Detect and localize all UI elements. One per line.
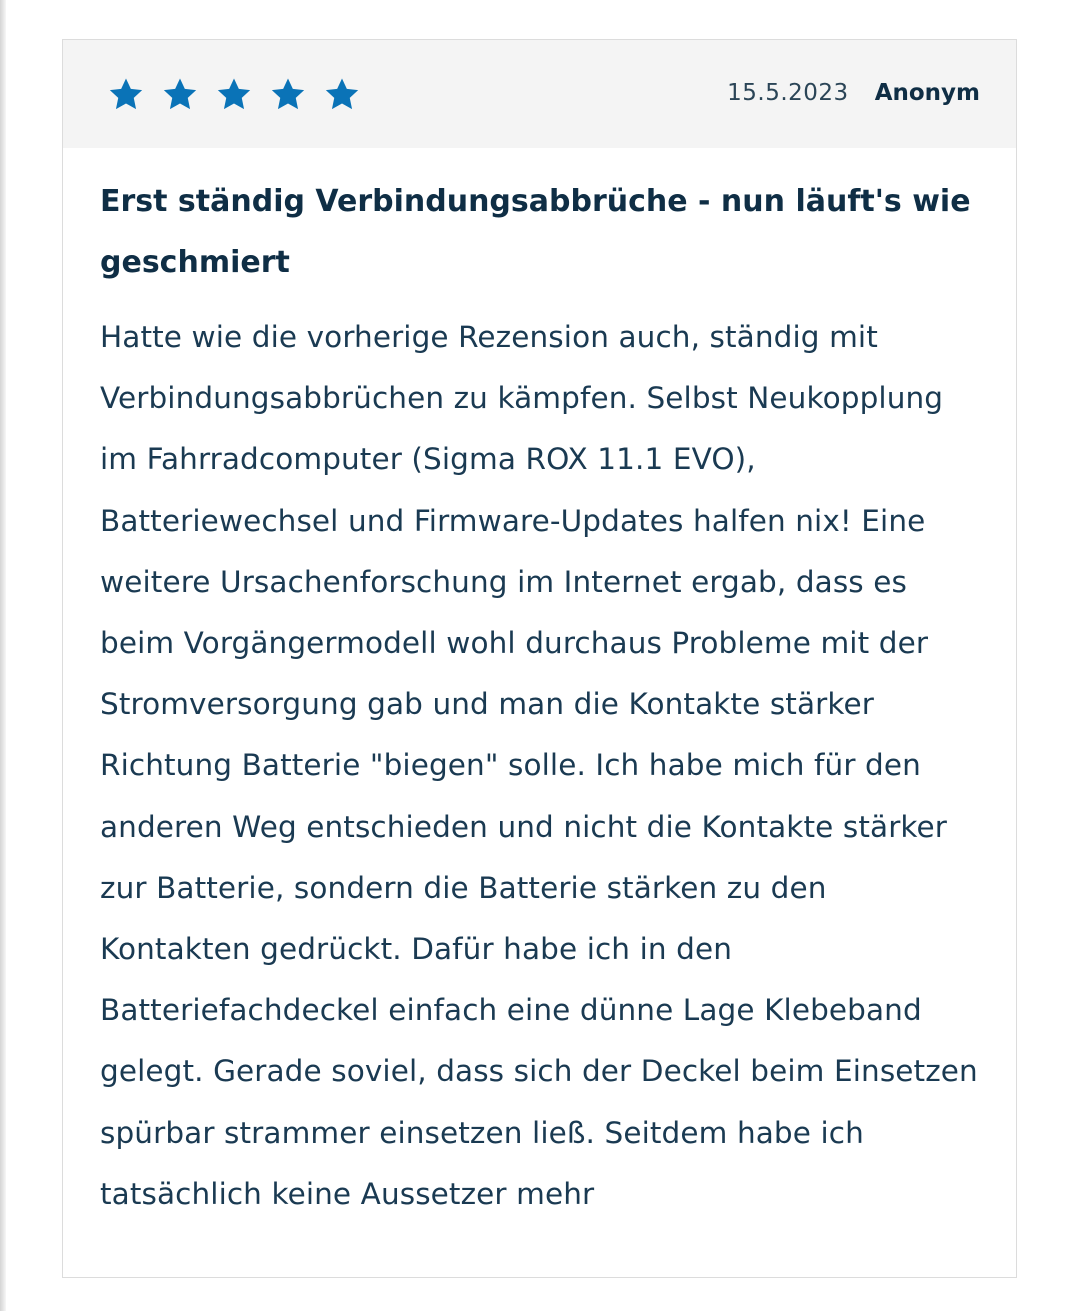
star-icon	[161, 76, 199, 114]
review-author: Anonym	[874, 80, 980, 106]
review-card	[62, 39, 1017, 1278]
rating-stars	[107, 76, 361, 114]
star-icon	[215, 76, 253, 114]
review-body: Hatte wie die vorherige Rezension auch, ständig mit Verbindungsabbrüchen zu kämpfen. Selbst Neukopplung im Fahrradcomputer (Sigma ROX 11.1 EVO), Batteriewechsel und Firmware-Updates halfen nix! Eine weitere Ursachenforschung im Internet ergab, dass es beim Vorgängermodell wohl durchaus Probleme mit der Stromversorgung gab und man die Kontakte stärker Richtung Batterie "biegen" solle. Ich habe mich für den anderen Weg entschieden und nicht die Kontakte stärker zur Batterie, sondern die Batterie stärken zu den Kontakten gedrückt. Dafür habe ich in den Batteriefachdeckel einfach eine dünne Lage Klebeband gelegt. Gerade soviel, dass sich der Deckel beim Einsetzen spürbar strammer einsetzen ließ. Seitdem habe ich tatsächlich keine Aussetzer mehr	[100, 320, 978, 1211]
star-icon	[107, 76, 145, 114]
review-title: Erst ständig Verbindungsabbrüche - nun läuft's wie geschmiert	[100, 184, 971, 280]
star-icon	[323, 76, 361, 114]
page-edge-shadow	[0, 0, 6, 1311]
review-header	[63, 40, 1016, 148]
star-icon	[269, 76, 307, 114]
review-date: 15.5.2023	[727, 80, 849, 106]
review-meta	[727, 76, 980, 110]
